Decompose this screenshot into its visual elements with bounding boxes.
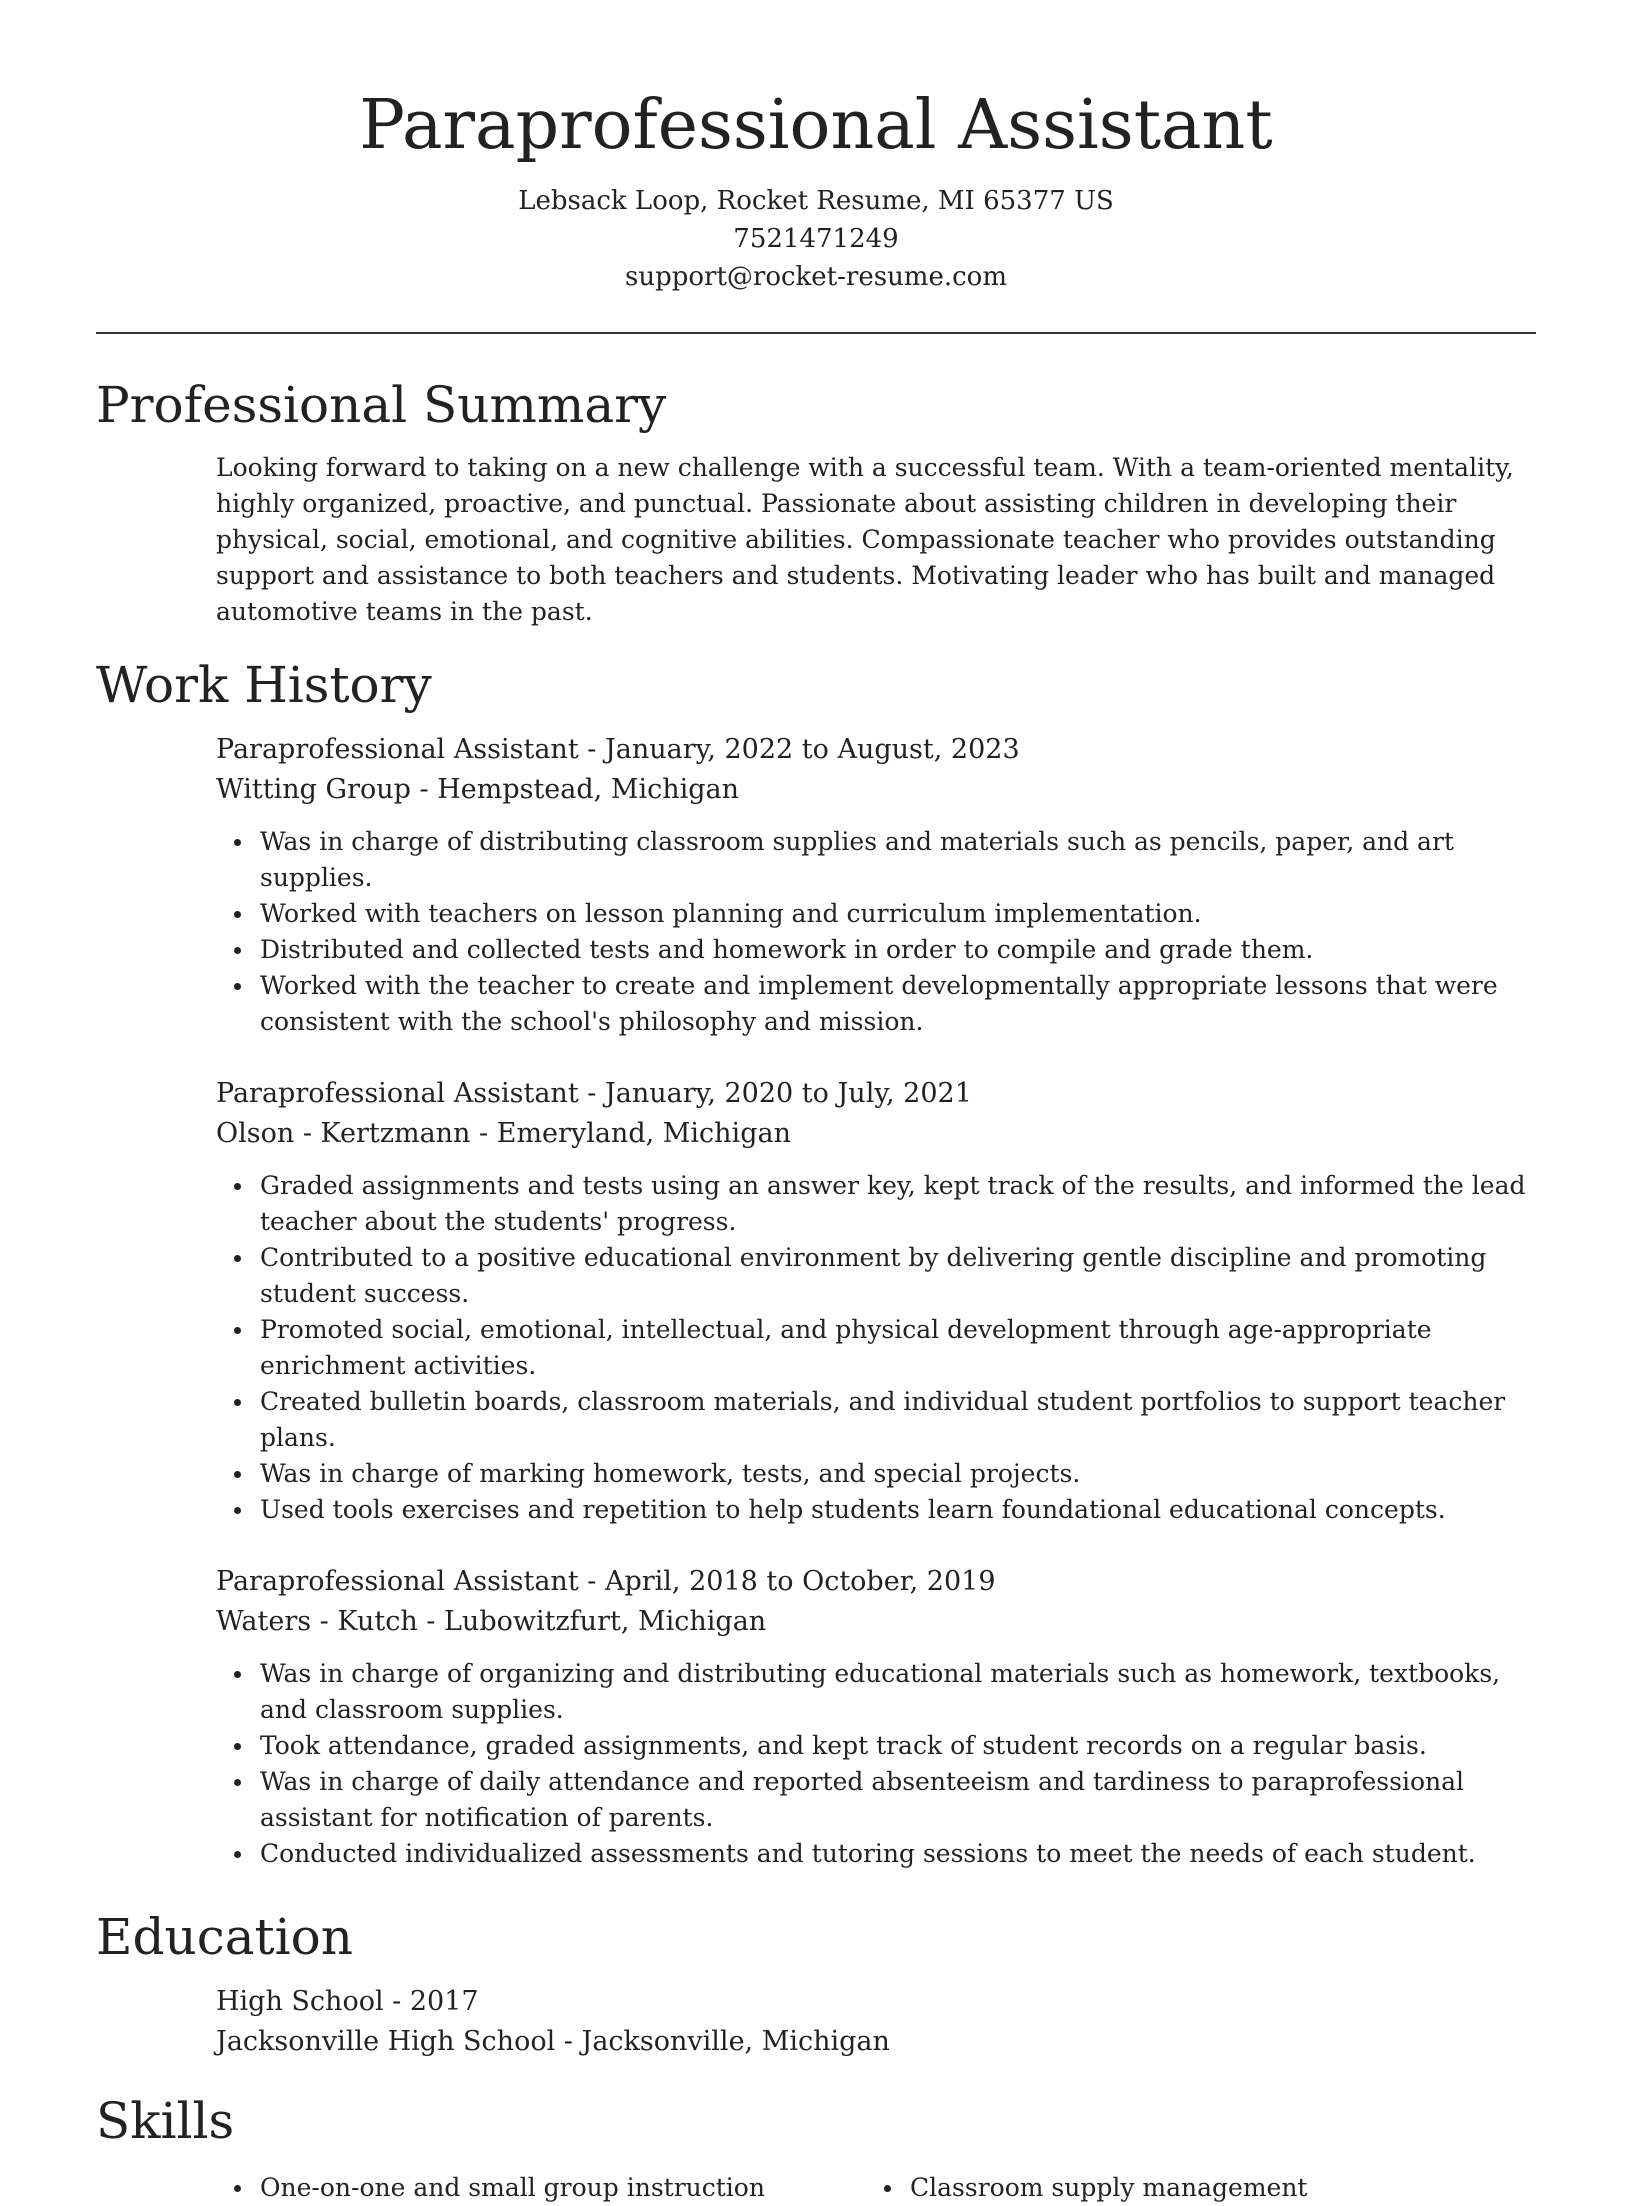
job-title-line (216, 730, 1536, 770)
education-location: - Jacksonville, Michigan (555, 2026, 890, 2057)
job-bullet: Contributed to a positive educational environment by delivering gentle discipline and promoting student success. (260, 1240, 1536, 1312)
skill-item: One-on-one and small group instruction (260, 2170, 866, 2206)
job-bullet: Graded assignments and tests using an answer key, kept track of the results, and informed the lead teacher about the students' progress. (260, 1168, 1536, 1240)
job-entry (216, 730, 1536, 1040)
job-bullet: Worked with teachers on lesson planning and curriculum implementation. (260, 896, 1536, 932)
job-bullet: Created bulletin boards, classroom materials, and individual student portfolios to support teacher plans. (260, 1384, 1536, 1456)
job-location: - Emeryland, Michigan (470, 1118, 791, 1149)
job-company-line (216, 1114, 1536, 1154)
job-dates: - January, 2022 to August, 2023 (578, 734, 1020, 765)
job-bullet: Promoted social, emotional, intellectual, and physical development through age-appropriate enrichment activities. (260, 1312, 1536, 1384)
job-company-line (216, 1602, 1536, 1642)
job-bullet: Was in charge of distributing classroom supplies and materials such as pencils, paper, and art supplies. (260, 824, 1536, 896)
job-bullet: Distributed and collected tests and homework in order to compile and grade them. (260, 932, 1536, 968)
education-degree-line (216, 1982, 1536, 2022)
job-location: - Hempstead, Michigan (410, 774, 740, 805)
job-company: Olson - Kertzmann (216, 1118, 471, 1149)
summary-text: Looking forward to taking on a new challenge with a successful team. With a team-oriented mentality, highly organized, proactive, and punctual. Passionate about assisting children in developing their physical, social, emotional, and cognitive abilities. Compassionate teacher who provides outstanding support and assistance to both teachers and students. Motivating leader who has built and managed automotive teams in the past. (216, 453, 1514, 626)
job-bullet: Was in charge of organizing and distributing educational materials such as homework, textbooks, and classroom supplies. (260, 1656, 1536, 1728)
education-school-line (216, 2022, 1536, 2062)
contact-phone: 7521471249 (733, 224, 899, 254)
job-title-line (216, 1562, 1536, 1602)
resume-header (96, 0, 1536, 296)
skills-section (96, 2090, 1536, 2206)
job-role: Paraprofessional Assistant (216, 1566, 579, 1597)
skills-list-left (216, 2170, 866, 2206)
contact-address: Lebsack Loop, Rocket Resume, MI 65377 US (518, 186, 1114, 216)
job-role: Paraprofessional Assistant (216, 734, 579, 765)
job-bullet: Was in charge of marking homework, tests, and special projects. (260, 1456, 1536, 1492)
professional-summary-section (96, 374, 1536, 630)
job-dates: - April, 2018 to October, 2019 (578, 1566, 996, 1597)
contact-email: support@rocket-resume.com (624, 262, 1007, 292)
job-entry (216, 1074, 1536, 1528)
education-section (96, 1906, 1536, 2062)
job-bullet: Conducted individualized assessments and tutoring sessions to meet the needs of each student. (260, 1836, 1536, 1872)
section-title-skills: Skills (96, 2092, 235, 2150)
job-title-line (216, 1074, 1536, 1114)
section-title-summary: Professional Summary (96, 376, 667, 434)
job-location: - Lubowitzfurt, Michigan (417, 1606, 767, 1637)
education-degree: High School (216, 1986, 384, 2017)
job-company: Waters - Kutch (216, 1606, 418, 1637)
work-history-section (96, 654, 1536, 1872)
skills-list-right (866, 2170, 1516, 2206)
job-entry (216, 1562, 1536, 1872)
section-title-work-history: Work History (96, 656, 432, 714)
job-bullet: Took attendance, graded assignments, and kept track of student records on a regular basis. (260, 1728, 1536, 1764)
education-school: Jacksonville High School (216, 2026, 556, 2057)
skill-item: Classroom supply management (910, 2170, 1516, 2206)
job-bullet: Worked with the teacher to create and implement developmentally appropriate lessons that were consistent with the school's philosophy and mission. (260, 968, 1536, 1040)
job-bullets (216, 1656, 1536, 1872)
education-year: - 2017 (383, 1986, 479, 2017)
job-dates: - January, 2020 to July, 2021 (578, 1078, 972, 1109)
job-company-line (216, 770, 1536, 810)
candidate-name: Paraprofessional Assistant (359, 86, 1273, 165)
section-title-education: Education (96, 1908, 353, 1966)
job-role: Paraprofessional Assistant (216, 1078, 579, 1109)
job-bullet: Was in charge of daily attendance and reported absenteeism and tardiness to paraprofessional assistant for notification of parents. (260, 1764, 1536, 1836)
header-divider (96, 332, 1536, 334)
resume-page (96, 0, 1536, 2206)
job-bullets (216, 1168, 1536, 1528)
job-company: Witting Group (216, 774, 411, 805)
job-bullet: Used tools exercises and repetition to help students learn foundational educational concepts. (260, 1492, 1536, 1528)
job-bullets (216, 824, 1536, 1040)
